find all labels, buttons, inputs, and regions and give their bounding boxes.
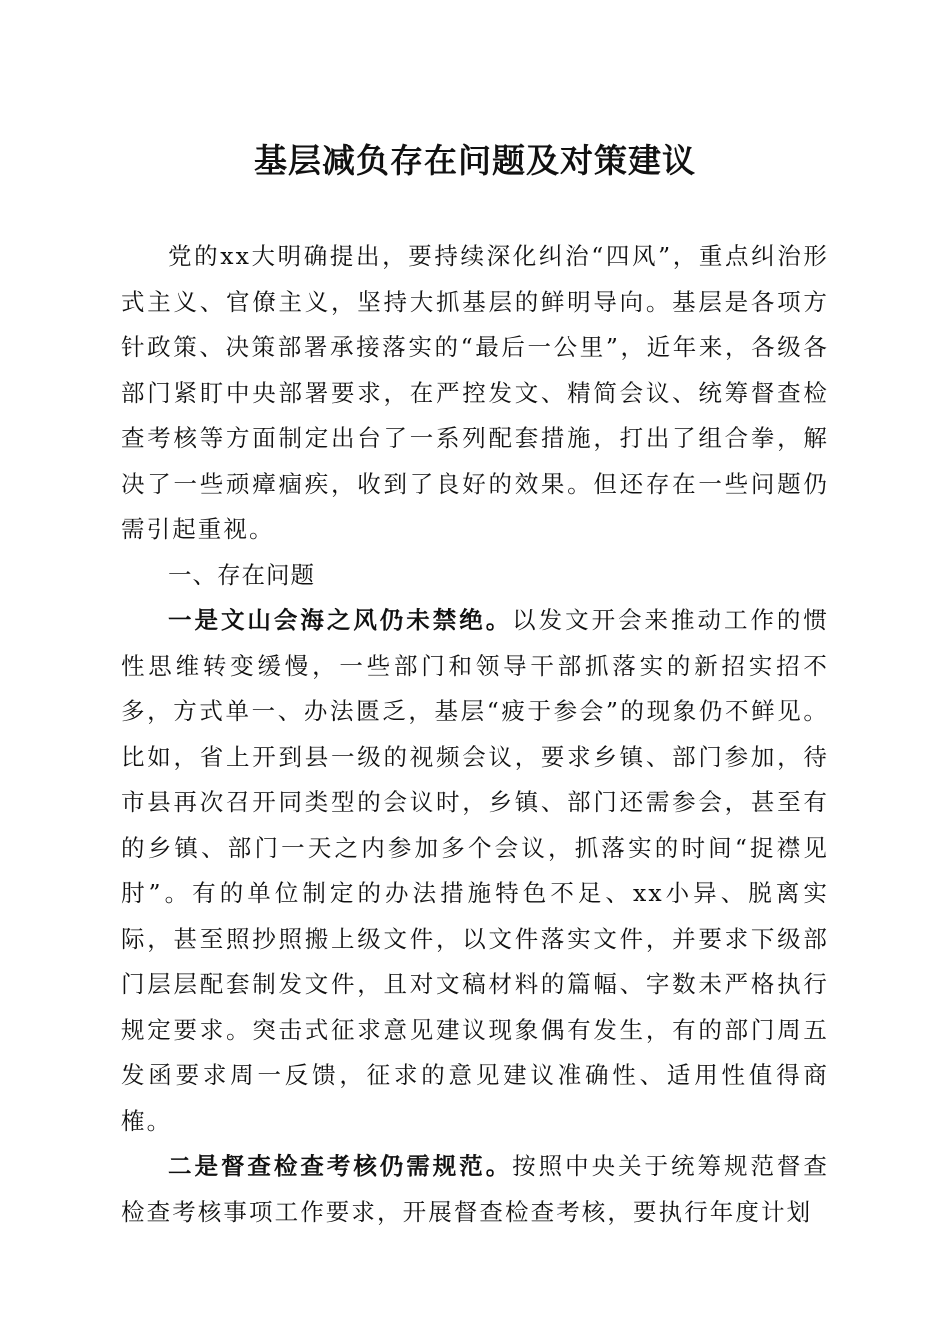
section-heading-problems: 一、存在问题 — [168, 560, 315, 589]
problem-1-lead: 一是文山会海之风仍未禁绝。 — [168, 606, 513, 634]
document-body — [121, 234, 829, 1235]
problem-paragraph-2 — [121, 1144, 829, 1235]
document-title: 基层减负存在问题及对策建议 — [254, 141, 696, 180]
problem-2-lead: 二是督查检查考核仍需规范。 — [168, 1152, 513, 1180]
intro-paragraph: 党的xx大明确提出，要持续深化纠治“四风”，重点纠治形式主义、官僚主义，坚持大抓基层的鲜明导向。基层是各项方针政策、决策部署承接落实的“最后一公里”，近年来，各级各部门紧盯中央部署要求，在严控发文、精简会议、统筹督查检查考核等方面制定出台了一系列配套措施，打出了组合拳，解决了一些顽瘴痼疾，收到了良好的效果。但还存在一些问题仍需引起重视。 — [121, 242, 829, 543]
problem-1-text: 以发文开会来推动工作的惯性思维转变缓慢，一些部门和领导干部抓落实的新招实招不多，方式单一、办法匮乏，基层“疲于参会”的现象仍不鲜见。比如，省上开到县一级的视频会议，要求乡镇、部门参加，待市县再次召开同类型的会议时，乡镇、部门还需参会，甚至有的乡镇、部门一天之内参加多个会议，抓落实的时间“捉襟见肘”。有的单位制定的办法措施特色不足、xx小异、脱离实际，甚至照抄照搬上级文件，以文件落实文件，并要求下级部门层层配套制发文件，且对文稿材料的篇幅、字数未严格执行规定要求。突击式征求意见建议现象偶有发生，有的部门周五发函要求周一反馈，征求的意见建议准确性、适用性值得商榷。 — [121, 606, 829, 1135]
problem-paragraph-1 — [121, 598, 829, 1144]
problem-2-text: 按照中央关于统筹规范督查检查考核事项工作要求，开展督查检查考核，要执行年度计划 — [121, 1152, 829, 1226]
